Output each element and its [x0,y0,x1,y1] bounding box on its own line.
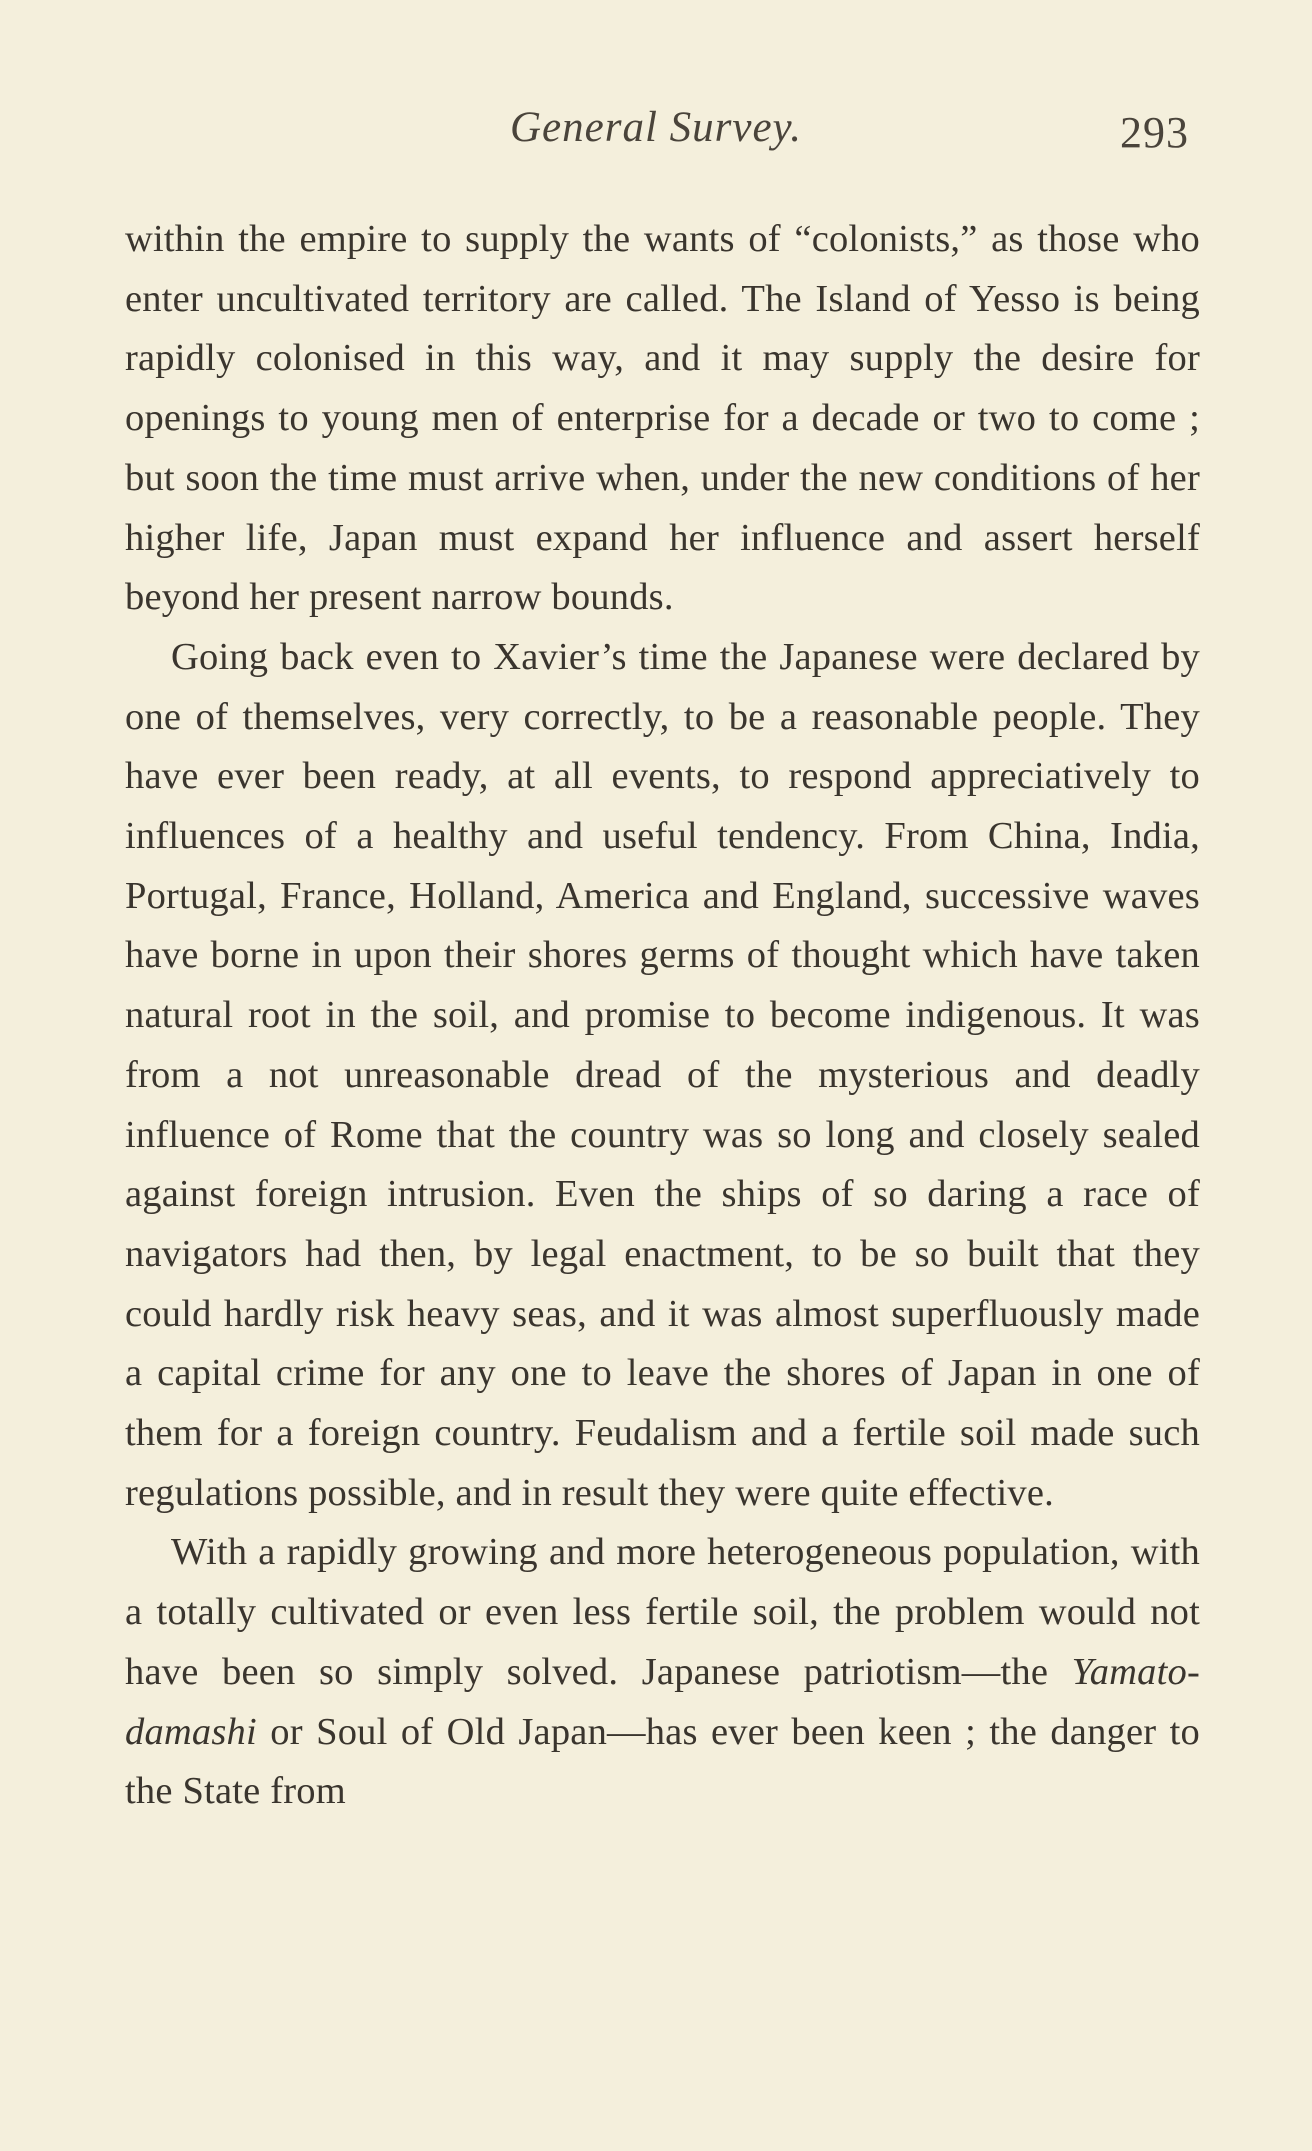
page-number: 293 [1120,108,1189,157]
running-title: General Survey. [510,104,803,151]
paragraph-3 [125,1523,1200,1822]
page-header [0,95,1312,165]
paragraph-2: Going back even to Xavier’s time the Japanese were declared by one of themselves, very correctly, to be a reasonable people. They have ever been ready, at all events, to respond appreciatively to influences of a healthy and useful tendency. From China, India, Portugal, France, Holland, America and England, successive waves have borne in upon their shores germs of thought which have taken natural root in the soil, and promise to become indigenous. It was from a not unreasonable dread of the mysterious and deadly influence of Rome that the country was so long and closely sealed against foreign intrusion. Even the ships of so daring a race of navigators had then, by legal enactment, to be so built that they could hardly risk heavy seas, and it was almost superfluously made a capital crime for any one to leave the shores of Japan in one of them for a foreign country. Feudalism and a fertile soil made such regulations possible, and in result they were quite effective. [125,635,1200,1514]
paragraph-3-text-after-italic: or Soul of Old Japan—has ever been keen ; the danger to the State from [125,1710,1200,1813]
paragraph-3-text-before-italic: With a rapidly growing and more heterogeneous population, with a totally cultivated or even less fertile soil, the problem would not have been so simply solved. Japanese patriotism—the [125,1531,1200,1693]
paragraph-1: within the empire to supply the wants of “colonists,” as those who enter uncultivated territory are called. The Island of Yesso is being rapidly colonised in this way, and it may supply the desire for openings to young men of enterprise for a decade or two to come ; but soon the time must arrive when, under the new conditions of her higher life, Japan must expand her influence and assert herself beyond her present narrow bounds. [125,218,1200,619]
yamato-damashi-term: Yamato-damashi [125,1650,1200,1753]
body-text [125,210,1200,1822]
